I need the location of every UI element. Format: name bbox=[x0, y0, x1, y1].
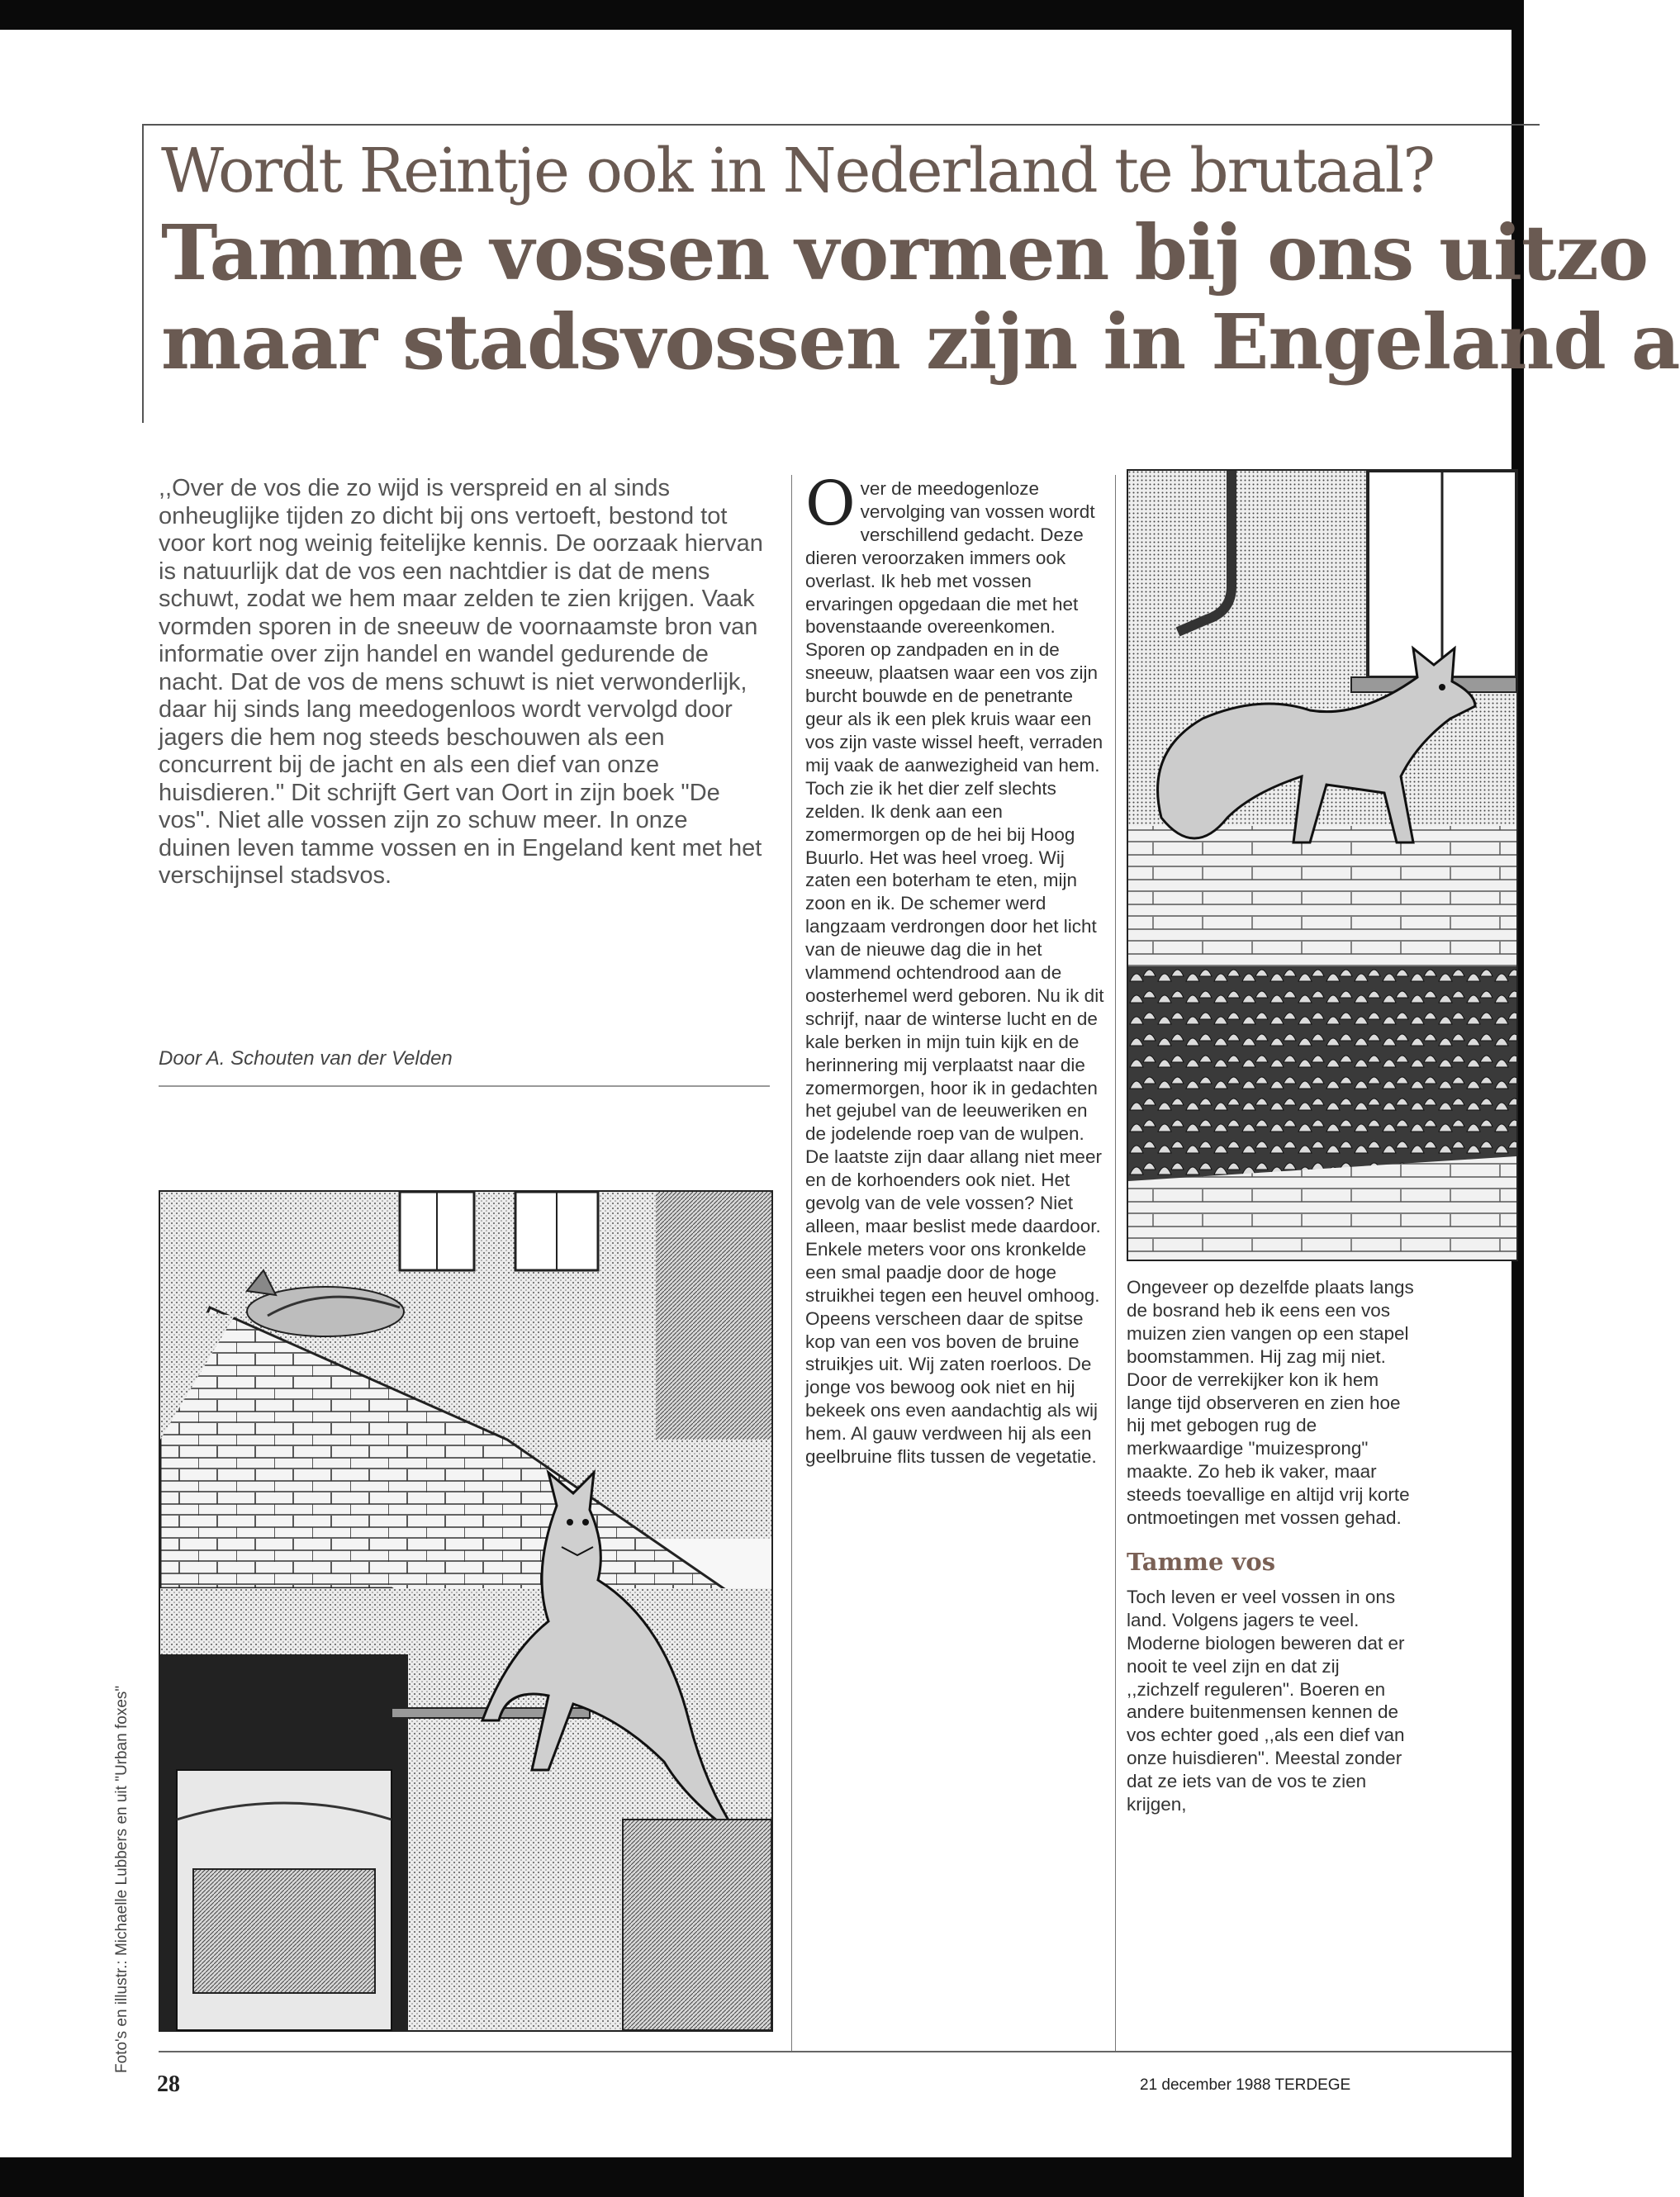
issue-date: 21 december 1988 TERDEGE bbox=[1140, 2076, 1351, 2094]
photo-credit: Foto's en illustr.: Michaelle Lubbers en uit "Urban foxes" bbox=[113, 1685, 131, 2073]
article-column-right bbox=[1127, 1276, 1416, 1816]
column-divider-left bbox=[791, 475, 792, 2052]
byline: Door A. Schouten van der Velden bbox=[159, 1047, 453, 1070]
column-divider-right bbox=[1115, 475, 1116, 2052]
headline-main-line-1: Tamme vossen vormen bij ons uitzo bbox=[161, 208, 1649, 297]
article-text-middle: ver de meedogenloze vervolging van vossen wordt verschillend gedacht. Deze dieren veroorzaken immers ook overlast. Ik heb met vossen ervaringen opgedaan die met het bovenstaande overeenkomen. Sporen op zandpaden en in de sneeuw, plaatsen waar een vos zijn burcht bouwde en de penetrante geur als ik een plek kruis waar een vos zijn vaste wissel heeft, verraden mij vaak de aanwezigheid van hem. Toch zie ik het dier zelf slechts zelden. Ik denk aan een zomermorgen op de hei bij Hoog Buurlo. Het was heel vroeg. Wij zaten een boterham te eten, mijn zoon en ik. De schemer werd langzaam verdrongen door het licht van de nieuwe dag die in het vlammend ochtendrood aan de oosterhemel werd geboren. Nu ik dit schrijf, naar de winterse lucht en de kale berken in mijn tuin kijk en de herinnering mij verplaatst naar die zomermorgen, hoor ik in gedachten het gejubel van de leeuweriken en de jodelende roep van de wulpen. De laatste zijn daar allang niet meer en de korhoenders ook niet. Het gevolg van de vele vossen? Niet alleen, maar beslist mede daardoor. Enkele meters voor ons kronkelde een smal paadje door de hoge struikhei tegen een heuvel omhoog. Opeens verscheen daar de spitse kop van een vos boven de bruine struikjes uit. Wij zaten roerloos. De jonge vos bewoog ook niet en hij bekeek ons even aandachtig als wij hem. Al gauw verdween hij als een geelbruine flits tussen de vegetatie. bbox=[805, 478, 1104, 1468]
article-column-middle bbox=[805, 468, 1104, 1469]
illustration-fox-in-garden bbox=[1127, 469, 1518, 1261]
scan-border-bottom bbox=[0, 2157, 1524, 2197]
intro-paragraph: ,,Over de vos die zo wijd is verspreid en al sinds onheuglijke tijden zo dicht bij ons vertoeft, bestond tot voor kort nog weinig feitelijke kennis. De oorzaak hiervan is natuurlijk dat de vos een nachtdier is dat de mens schuwt, zodat we hem maar zelden te zien krijgen. Vaak vormden sporen in de sneeuw de voornaamste bron van informatie over zijn handel en wandel gedurende de nacht. Dat de vos de mens schuwt is niet verwonderlijk, daar hij sinds lang meedogenloos wordt vervolgd door jagers die hem nog steeds beschouwen als een concurrent bij de jacht en als een dief van onze huisdieren." Dit schrijft Gert van Oort in zijn boek "De vos". Niet alle vossen zijn zo schuw meer. In onze duinen leven tamme vossen en in Engeland kent met het verschijnsel stadsvos. bbox=[159, 475, 763, 889]
drop-cap: O bbox=[805, 468, 856, 539]
headline-kicker: Wordt Reintje ook in Nederland te brutaal? bbox=[161, 135, 1434, 206]
footer-rule bbox=[159, 2051, 1512, 2052]
scan-border-top bbox=[0, 0, 1524, 30]
article-text-right-1: Ongeveer op dezelfde plaats langs de bosrand heb ik eens een vos muizen zien vangen op een stapel boomstammen. Hij zag mij niet. Door de verrekijker kon ik hem lange tijd observeren en zien hoe hij met gebogen rug de merkwaardige "muizesprong" maakte. Zo heb ik vaker, maar steeds toevallige en altijd vrij korte ontmoetingen met vossen gehad. bbox=[1127, 1277, 1414, 1529]
headline bbox=[161, 134, 1680, 387]
section-subhead: Tamme vos bbox=[1127, 1547, 1276, 1576]
intro-divider bbox=[159, 1085, 770, 1087]
page-number: 28 bbox=[157, 2071, 180, 2097]
illustration-fox-on-roof bbox=[159, 1190, 773, 2032]
headline-main-line-2: maar stadsvossen zijn in Engeland a bbox=[161, 297, 1680, 387]
article-text-right-2: Toch leven er veel vossen in ons land. Volgens jagers te veel. Moderne biologen beweren dat er nooit te veel zijn en dat zij ,,zichzelf reguleren". Boeren en andere buitenmensen kennen de vos echter goed ,,als een dief van onze huisdieren". Meestal zonder dat ze iets van de vos te zien krijgen, bbox=[1127, 1586, 1405, 1815]
